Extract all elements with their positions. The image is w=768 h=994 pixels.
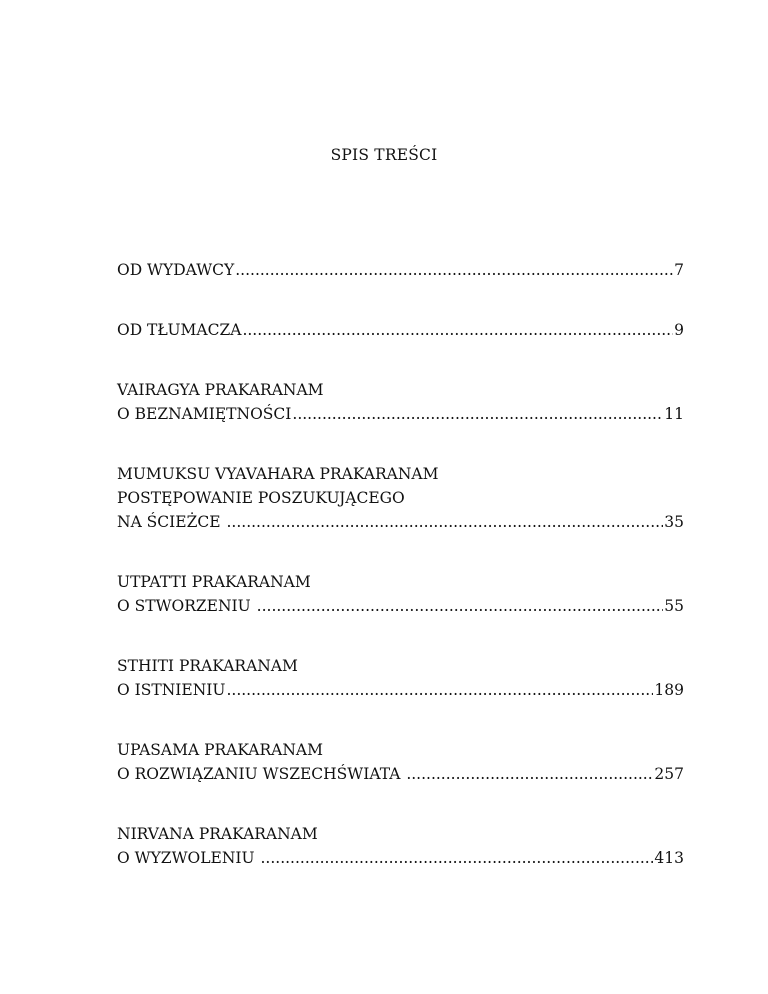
toc-entry-title: O ROZWIĄZANIU WSZECHŚWIATA [117,765,406,783]
toc-entry-title-row [117,594,684,618]
toc-entry-title-row [117,678,684,702]
toc-dot-leader [261,846,654,870]
toc-dot-leader [242,318,673,342]
toc-entry-title-row [117,402,684,426]
toc-entry [117,318,684,342]
toc-entry-title-row [117,510,684,534]
toc-page-number: 413 [654,849,684,867]
toc-dot-leader [235,258,673,282]
toc-entry-heading-line: UPASAMA PRAKARANAM [117,741,323,759]
toc-entry [117,258,684,282]
toc-dot-leader [292,402,663,426]
toc-entry [117,378,684,426]
toc-entry-heading-line: STHITI PRAKARANAM [117,657,298,675]
toc-entry-title-row [117,258,684,282]
toc-page-number: 11 [664,405,684,423]
toc-entry-title: O ISTNIENIU [117,681,226,699]
toc-entry [117,570,684,618]
toc-page-number: 55 [664,597,684,615]
toc-title: SPIS TREŚCI [330,146,438,164]
toc-list [117,258,684,870]
toc-page-number: 7 [674,261,684,279]
toc-entry-heading-line: NIRVANA PRAKARANAM [117,825,318,843]
toc-entry-title: OD WYDAWCY [117,261,235,279]
toc-entry [117,738,684,786]
toc-page-number: 257 [654,765,684,783]
toc-entry [117,462,684,534]
toc-entry-title: OD TŁUMACZA [117,321,242,339]
toc-page-number: 189 [654,681,684,699]
toc-entry-heading-line: UTPATTI PRAKARANAM [117,573,311,591]
toc-dot-leader [257,594,664,618]
toc-page-number: 9 [674,321,684,339]
toc-entry-title-row [117,318,684,342]
toc-page-number: 35 [664,513,684,531]
toc-dot-leader [226,510,663,534]
toc-entry-title-row [117,762,684,786]
toc-dot-leader [406,762,653,786]
toc-dot-leader [226,678,653,702]
toc-entry [117,654,684,702]
toc-entry-heading-line: POSTĘPOWANIE POSZUKUJĄCEGO [117,489,405,507]
toc-entry-title: O WYZWOLENIU [117,849,260,867]
toc-entry-title: NA ŚCIEŻCE [117,513,226,531]
toc-entry-title-row [117,846,684,870]
toc-entry [117,822,684,870]
toc-entry-title: O STWORZENIU [117,597,256,615]
toc-entry-title: O BEZNAMIĘTNOŚCI [117,405,292,423]
toc-entry-heading-line: MUMUKSU VYAVAHARA PRAKARANAM [117,465,439,483]
toc-entry-heading-line: VAIRAGYA PRAKARANAM [117,381,324,399]
